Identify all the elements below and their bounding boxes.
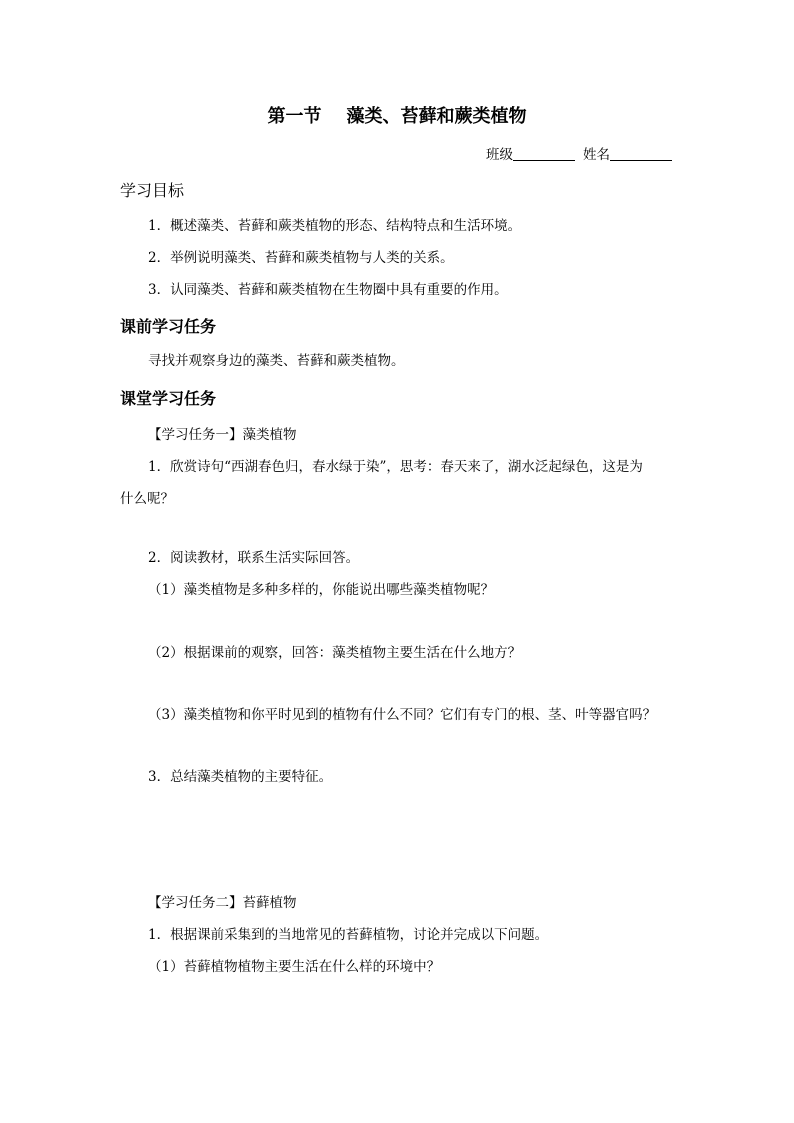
class-label: 班级 [486, 147, 513, 163]
task2-question-1: 1．根据课前采集到的当地常见的苔藓植物，讨论并完成以下问题。 [148, 927, 549, 943]
in-class-heading: 课堂学习任务 [120, 389, 217, 408]
class-name-fields [486, 146, 672, 164]
page-title: 第一节 藻类、苔藓和蕨类植物 [267, 106, 527, 127]
task1-question-1-line1: 1．欣赏诗句“西湖春色归，春水绿于染”，思考：春天来了，湖水泛起绿色，这是为 [148, 459, 643, 475]
class-blank[interactable] [513, 146, 575, 161]
task1-question-1-line2: 什么呢？ [120, 491, 174, 507]
task2-label: 【学习任务二】苔藓植物 [148, 895, 297, 911]
name-blank[interactable] [610, 146, 672, 161]
task2-question-1-1: （1）苔藓植物植物主要生活在什么样的环境中？ [148, 959, 441, 975]
task1-label: 【学习任务一】藻类植物 [148, 427, 297, 443]
task1-question-2-2: （2）根据课前的观察，回答：藻类植物主要生活在什么地方？ [148, 645, 522, 661]
objective-item-3: 3．认同藻类、苔藓和蕨类植物在生物圈中具有重要的作用。 [148, 282, 508, 298]
pre-class-heading: 课前学习任务 [120, 317, 217, 336]
objectives-heading: 学习目标 [120, 181, 185, 200]
task1-question-2-3: （3）藻类植物和你平时见到的植物有什么不同？它们有专门的根、茎、叶等器官吗？ [148, 707, 657, 723]
task1-question-2: 2．阅读教材，联系生活实际回答。 [148, 550, 360, 566]
name-label: 姓名 [583, 147, 610, 163]
pre-class-text: 寻找并观察身边的藻类、苔藓和蕨类植物。 [148, 353, 405, 369]
task1-question-3: 3．总结藻类植物的主要特征。 [148, 769, 333, 785]
objective-item-1: 1．概述藻类、苔藓和蕨类植物的形态、结构特点和生活环境。 [148, 218, 522, 234]
task1-question-2-1: （1）藻类植物是多种多样的，你能说出哪些藻类植物呢？ [148, 582, 495, 598]
objective-item-2: 2．举例说明藻类、苔藓和蕨类植物与人类的关系。 [148, 250, 454, 266]
